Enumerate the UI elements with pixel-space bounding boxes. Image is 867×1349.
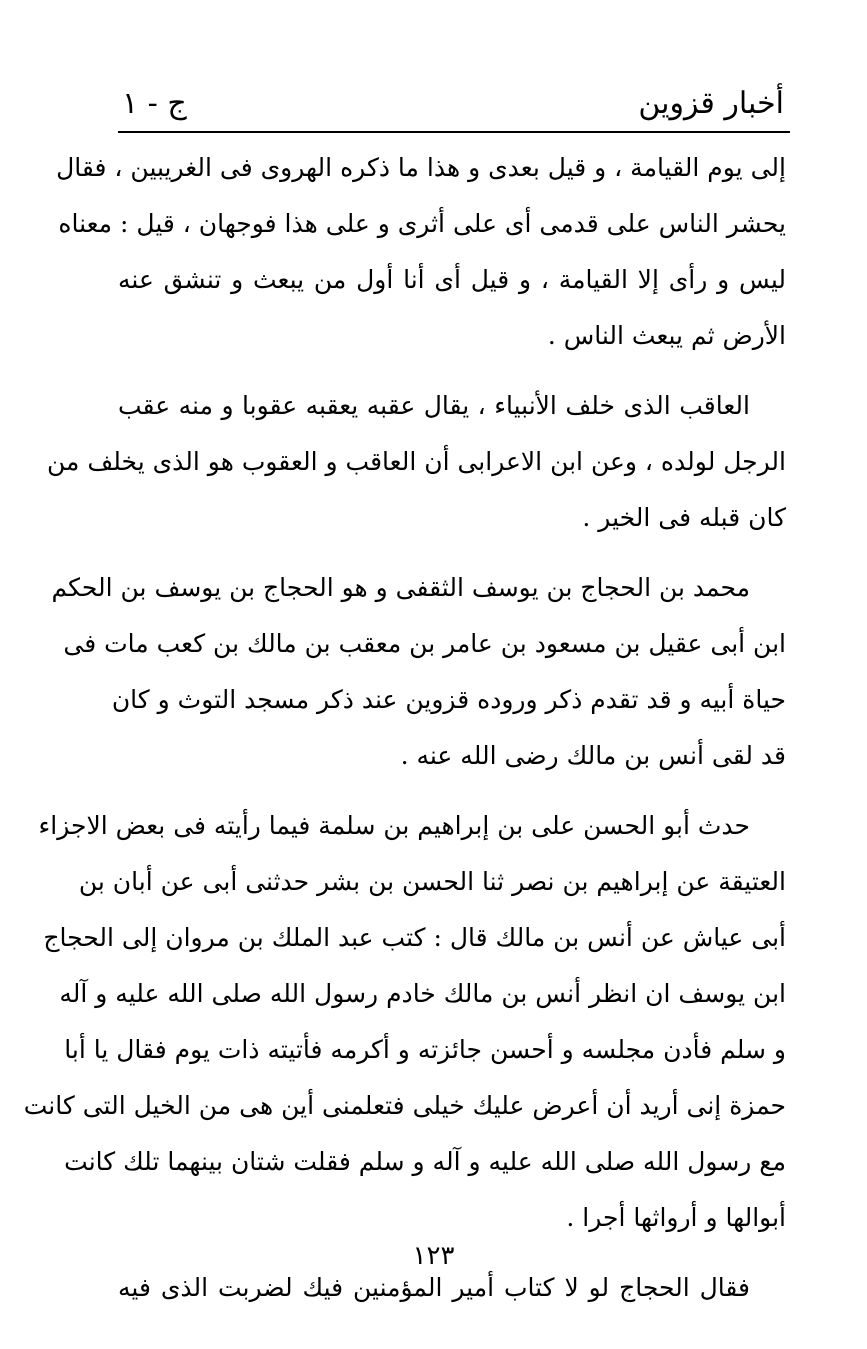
text-line: العاقب الذى خلف الأنبياء ، يقال عقبه يعقبه عقوبا و منه عقب [118,391,750,420]
text-line: ليس و رأى إلا القيامة ، و قيل أى أنا أول من يبعث و تنشق عنه [118,265,786,294]
text-line: العتيقة عن إبراهيم بن نصر ثنا الحسن بن بشر حدثنى أبى عن أبان بن [78,867,786,896]
text-line: إلى يوم القيامة ، و قيل بعدى و هذا ما ذكره الهروى فى الغريبين ، فقال [56,153,786,182]
running-title: أخبار قزوين [638,86,784,121]
volume-marker: ج - ١ [122,86,187,121]
text-line: الرجل لولده ، وعن ابن الاعرابى أن العاقب و العقوب هو الذى يخلف من [47,447,786,476]
page-header [118,82,790,130]
text-line: حمزة إنى أريد أن أعرض عليك خيلى فتعلمنى أين هى من الخيل التى كانت [23,1091,786,1120]
paragraph [51,560,786,784]
body-text [23,140,786,1330]
text-line: حدث أبو الحسن على بن إبراهيم بن سلمة فيما رأيته فى بعض الاجزاء [38,811,750,840]
page-number: ١٢٣ [412,1241,455,1271]
text-line: أبوالها و أرواثها أجرا . [566,1203,786,1232]
text-line: أبى عياش عن أنس بن مالك قال : كتب عبد الملك بن مروان إلى الحجاج [43,923,786,952]
text-line: كان قبله فى الخير . [582,503,786,532]
paragraph [47,378,786,546]
paragraph [23,798,786,1246]
text-line: مع رسول الله صلى الله عليه و آله و سلم فقلت شتان بينهما تلك كانت [64,1147,786,1176]
text-line: يحشر الناس على قدمى أى على أثرى و على هذا فوجهان ، قيل : معناه [58,209,786,238]
text-line: الأرض ثم يبعث الناس . [547,321,786,350]
text-line: ابن يوسف ان انظر أنس بن مالك خادم رسول الله صلى الله عليه و آله [59,979,786,1008]
text-line: فقال الحجاج لو لا كتاب أمير المؤمنين فيك لضربت الذى فيه [118,1273,750,1302]
header-divider [118,131,790,133]
text-line: ابن أبى عقيل بن مسعود بن عامر بن معقب بن مالك بن كعب مات فى [63,629,786,658]
text-line: حياة أبيه و قد تقدم ذكر وروده قزوين عند ذكر مسجد التوث و كان [111,685,786,714]
text-line: قد لقى أنس بن مالك رضى الله عنه . [400,741,786,770]
text-line: محمد بن الحجاج بن يوسف الثقفى و هو الحجاج بن يوسف بن الحكم [51,573,750,602]
paragraph [56,140,786,364]
text-line: و سلم فأدن مجلسه و أحسن جائزته و أكرمه فأتيته ذات يوم فقال يا أبا [64,1035,786,1064]
